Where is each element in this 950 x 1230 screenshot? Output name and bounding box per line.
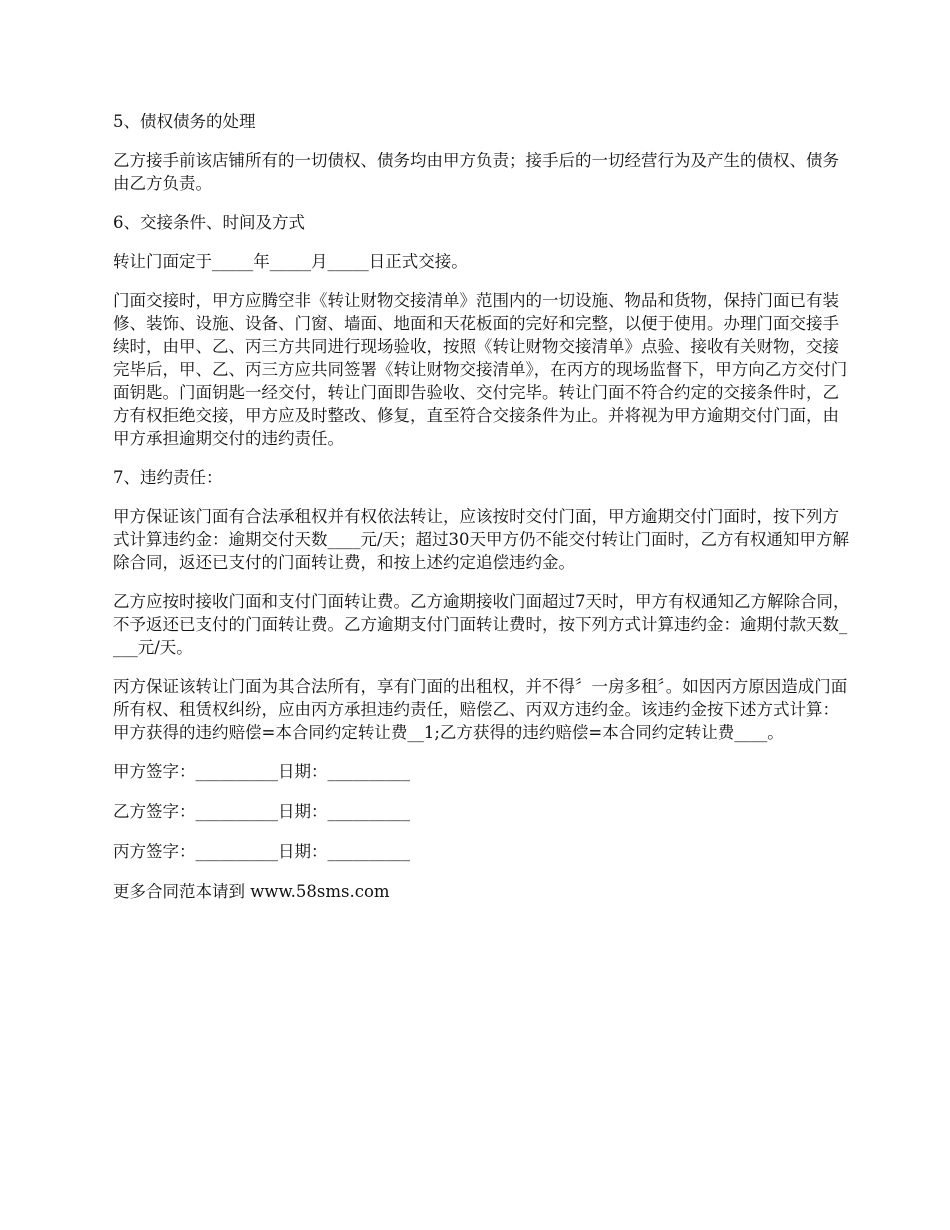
paragraph-handover-date: 转让门面定于_____年_____月_____日正式交接。 (113, 252, 468, 271)
paragraph-liability-party-c: 丙方保证该转让门面为其合法所有，享有门面的出租权，并不得〞一房多租〞。如因丙方原因造成门面所有权、租赁权纠纷，应由丙方承担违约责任，赔偿乙、丙双方违约金。该违约金按下述方式计算：甲方获得的违约赔偿=本合同约定转让费__1;乙方获得的违约赔偿=本合同约定转让费____。 (113, 677, 848, 742)
section-heading-debts: 5、债权债务的处理 (113, 112, 256, 131)
paragraph-debts: 乙方接手前该店铺所有的一切债权、债务均由甲方负责；接手后的一切经营行为及产生的债权、债务由乙方负责。 (113, 151, 839, 193)
signature-line-party-b: 乙方签字：__________日期：__________ (113, 802, 410, 821)
section-heading-handover: 6、交接条件、时间及方式 (113, 213, 305, 232)
contract-page (113, 110, 853, 920)
footer-note: 更多合同范本请到 www.58sms.com (113, 882, 390, 901)
paragraph-liability-party-a: 甲方保证该门面有合法承租权并有权依法转让，应该按时交付门面，甲方逾期交付门面时，按下列方式计算违约金：逾期交付天数____元/天；超过30天甲方仍不能交付转让门面时，乙方有权通知甲方解除合同，返还已支付的门面转让费，和按上述约定追偿违约金。 (113, 507, 850, 572)
signature-line-party-a: 甲方签字：__________日期：__________ (113, 762, 410, 781)
section-heading-liability: 7、违约责任： (113, 468, 223, 487)
paragraph-handover-procedure: 门面交接时，甲方应腾空非《转让财物交接清单》范围内的一切设施、物品和货物，保持门面已有装修、装饰、设施、设备、门窗、墙面、地面和天花板面的完好和完整，以便于使用。办理门面交接手续时，由甲、乙、丙三方共同进行现场验收，按照《转让财物交接清单》点验、接收有关财物，交接完毕后，甲、乙、丙三方应共同签署《转让财物交接清单》，在丙方的现场监督下，甲方向乙方交付门面钥匙。门面钥匙一经交付，转让门面即告验收、交付完毕。转让门面不符合约定的交接条件时，乙方有权拒绝交接，甲方应及时整改、修复，直至符合交接条件为止。并将视为甲方逾期交付门面，由甲方承担逾期交付的违约责任。 (113, 291, 848, 448)
signature-line-party-c: 丙方签字：__________日期：__________ (113, 842, 410, 861)
paragraph-liability-party-b: 乙方应按时接收门面和支付门面转让费。乙方逾期接收门面超过7天时，甲方有权通知乙方解除合同，不予返还已支付的门面转让费。乙方逾期支付门面转让费时，按下列方式计算违约金：逾期付款天数____元/天。 (113, 592, 850, 657)
